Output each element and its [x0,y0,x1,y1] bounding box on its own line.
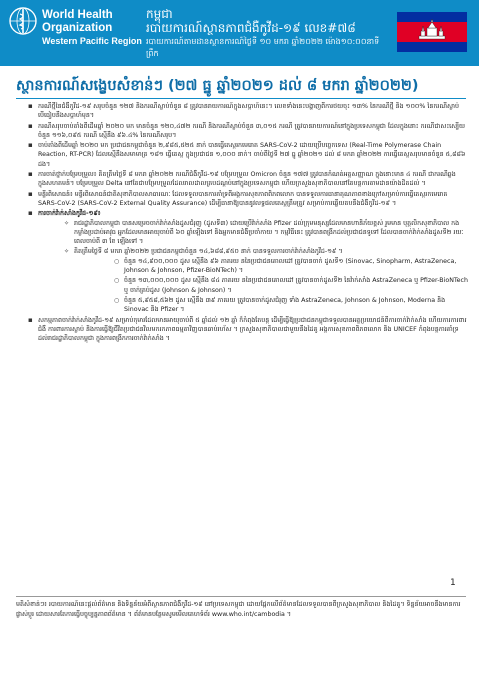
summary-bullet-children: ▪ សកម្មភាពចាក់វ៉ាក់សាំងកូវីដ-១៩ សម្រាប់កុមារដែលមានអាយុចាប់ពី ៥ ឆ្នាំដល់ ១២ ឆ្នាំ ក៏កំពុងតែបន្ត ដើម្បីធ្វើឱ្យប្រជាជនកម្ពុជាទទួលបានអត្ថប្រយោជន៍ពីការចាក់វ៉ាក់សាំង ហើយការការពារជំងឺ ការពារការស្លាប់ និងការធ្វើឱ្យជីវិតប្រជាជនវិលមករកភាពធម្មតាវិញបានឆាប់រហ័ស ។ ក្រសួងសុខាភិបាលជាមួយនឹងដៃគូ អង្គការសុខភាពពិភពលោក និង UNICEF កំពុងបន្តការគាំទ្រ ដល់រាជរដ្ឋាភិបាលកម្ពុជា ក្នុងការពង្រីកការចាក់វ៉ាក់សាំង ។ [16,316,468,344]
report-title-block [146,7,386,60]
summary-bullet-cases: ▪ ករណីថ្មីនៃជំងឺកូវីដ-១៩ សរុបចំនួន ១២៧ និងករណីស្លាប់ចំនួន ៨ ត្រូវបានរាយការណ៍ក្នុងសប្តាហ៍នេះ។ លេខទាំងនេះបង្ហាញពីការថយចុះ ១៣% នៃករណីថ្មី និង ១០០% នៃករណីស្លាប់ បើធៀបនឹងសប្តាហ៍មុន។ [16,102,468,121]
summary-bullet-laboratory: ▪ មន្ទីរពិសោធន៍៖ មន្ទីរពិសោធន៍ជាតិសុខាភិបាលសាធារណៈ ដែលទទួលបានការគាំទ្រពីអង្គការសុខភាពពិភពលោក បានទទួលការធានាគុណភាពខាងក្រៅសម្រាប់ការធ្វើតេស្តរកមេរោគ SARS-CoV-2 (SARS-CoV-2 External Quality Assurance) ដើម្បីធានាឱ្យបាននូវលទ្ធផលតេស្តត្រឹមត្រូវ សម្រាប់ការឆ្លើយតបនឹងជំងឺកូវីដ-១៩ ។ [16,190,468,209]
summary-bullet-vaccination [16,209,468,314]
vaccination-item-total [38,247,468,314]
vaccination-dose-list [74,257,468,315]
header-banner [0,0,479,66]
summary-content [16,102,468,344]
who-emblem-icon [8,6,38,36]
vaccination-heading: ការចាក់វ៉ាក់សាំងកូវីដ-១៩៖ [38,210,101,218]
summary-bullet-testing: ▪ ចាប់តាំងពីដើមឆ្នាំ ២០២០ មក ប្រជាជនកម្ពុជាចំនួន ២,៩៨៥,៥២៥ នាក់ បានធ្វើតេស្តរកមេរោគ SARS-CoV-2 ដោយប្រើបច្ចេកទេស (Real-Time Polymerase Chain Reaction, RT-PCR) ដែលស្មើនឹងសមាមាត្រ ១៨១ ធ្វើតេស្ត ក្នុងប្រជាជន ១,០០០ នាក់។ ចាប់ពីថ្ងៃទី ២៧ ធ្នូ ឆ្នាំ២០២១ ដល់ ៨ មករា ឆ្នាំ២០២២ ការធ្វើតេស្តសរុបមានចំនួន ៥,៨៨៦ ដង។ [16,141,468,169]
page-number: 1 [450,578,456,588]
summary-list [16,102,468,343]
footer-divider [16,596,466,597]
page-heading: ស្ថានការណ៍សង្ខេបសំខាន់ៗ (២៧ ធ្នូ ឆ្នាំ២០២១ ដល់ ៨ មករា ឆ្នាំ២០២២) [16,78,419,94]
heading-divider [16,98,466,99]
org-name-line2: Organization [42,22,113,34]
summary-bullet-variants: ▪ ការចាត់ថ្នាក់បម្រែបម្រួល៖ គិតត្រឹមថ្ងៃទី ៨ មករា ឆ្នាំ២០២២ ករណីជំងឺកូវីដ-១៩ បម្រែបម្រួល Omicron ចំនួន ១៧៧ ត្រូវបានកំណត់អត្តសញ្ញាណ ក្នុងនោះមាន ៤ ករណី ជាករណីឆ្លងក្នុងសហគមន៍។ បម្រែបម្រួល Delta នៅតែជាបម្រែបម្រួលដែលរាលដាលគ្របដណ្តប់នៅក្នុងប្រទេសកម្ពុជា ហើយក្រសួងសុខាភិបាលនៅតែបន្តការតាមដានយ៉ាងដិតដល់ ។ [16,170,468,189]
country-name: កម្ពុជា [146,7,173,21]
summary-bullet-cumulative: ▪ ករណីសរុបចាប់តាំងពីដើមឆ្នាំ ២០២០ មក មានចំនួន ១២០,៤៧២ ករណី និងករណីស្លាប់ចំនួន ៣,០១៥ ករណី ត្រូវបានរាយការណ៍នៅក្នុងប្រទេសកម្ពុជា ដែលក្នុងនោះ ករណីជាសះស្បើយចំនួន ១១៦,០៩៥ ករណី ស្មើនឹង ៩៦.៤% នៃករណីសរុប។ [16,122,468,141]
report-subtitle: របាយការណ៍តាមដានស្ថានការណ៍ថ្ងៃទី ១០ មករា ឆ្នាំ២០២២ ម៉ោង១០:០០នាទីព្រឹក [146,37,380,58]
org-region: Western Pacific Region [42,36,142,46]
dose-item-booster: ○ ចំនួន ៥,៩៥៨,៥៦២ ដូស ស្មើនឹង ៣៩ ភាគរយ ត្រូវបានចាក់ដូសជំរុញ ទាំង AstraZeneca, Johnson & Johnson, Moderna និង Sinovac និង Pfizer ។ [74,296,468,315]
cambodia-flag-icon [397,12,467,52]
vaccination-list [38,219,468,315]
vaccination-item-booster: ✧ រាជរដ្ឋាភិបាលកម្ពុជា បានសម្រេចចាក់វ៉ាក់សាំងដូសជំរុញ (ដូសទី៣) ដោយប្រើវ៉ាក់សាំង Pfizer ដល់ក្រុមមនុស្សដែលមានហានិភ័យខ្ពស់ រួមមាន បុគ្គលិកសុខាភិបាល កងកម្លាំងប្រដាប់អាវុធ អ្នកដែលមានអាយុចាប់ពី ៦០ ឆ្នាំឡើងទៅ និងអ្នកមានជំងឺប្រចាំកាយ ។ កម្មវិធីនេះ ត្រូវបានពង្រីកដល់ប្រជាជនទូទៅ ដែលបានចាក់វ៉ាក់សាំងដូសទី២ រយៈពេលចាប់ពី ៣ ខែ ឡើងទៅ ។ [38,219,468,247]
dose-item-second: ○ ចំនួន ១៣,០០០,០០០ ដូស ស្មើនឹង ៨៤ ភាគរយ ននៃប្រជាជនគោលដៅ ត្រូវបានចាក់ដូសទី២ នៃវ៉ាក់សាំង AstraZeneca ឬ Pfizer-BioNTech ឬ ចាក់គ្រប់ដូស (Johnson & Johnson) ។ [74,276,468,295]
dose-item-first: ○ ចំនួន ១៤,៩០០,០០០ ដូស ស្មើនឹង ៩៦ ភាគរយ ននៃប្រជាជនគោលដៅ ត្រូវបានចាក់ ដូសទី១ (Sinovac, Sinopharm, AstraZeneca, Johnson & Johnson, Pfizer-BioNTech) ។ [74,257,468,276]
org-name-line1: World Health [42,9,113,21]
footer-note: មតិសំខាន់ៗ៖ របាយការណ៍នេះផ្តល់ព័ត៌មាន និងទិន្នន័យអំពីស្ថានភាពជំងឺកូវីដ-១៩ នៅប្រទេសកម្ពុជា ដោយផ្អែកលើព័ត៌មានដែលទទួលបានពីក្រសួងសុខាភិបាល និងដៃគូ។ ទិន្នន័យអាចនឹងមានការផ្លាស់ប្តូរ ដោយសារតែការធ្វើបច្ចុប្បន្នភាពព័ត៌មាន ។ ព័ត៌មានបន្ថែមសូមមើលគេហទំព័រ www.who.int/cambodia ។ [16,601,461,618]
report-title: របាយការណ៍ស្ថានភាពជំងឺកូវីដ-១៩ លេខ#៧៨ [146,21,356,35]
vaccination-total-text: គិតត្រឹមថ្ងៃទី ៨ មករា ឆ្នាំ២០២២ ប្រជាជនកម្ពុជាចំនួន ១៤,៦៨៨,៩៥០ នាក់ បានទទួលការចាក់វ៉ាក់សាំងកូវីដ-១៩ ។ [74,248,343,256]
who-wordmark [42,9,142,48]
